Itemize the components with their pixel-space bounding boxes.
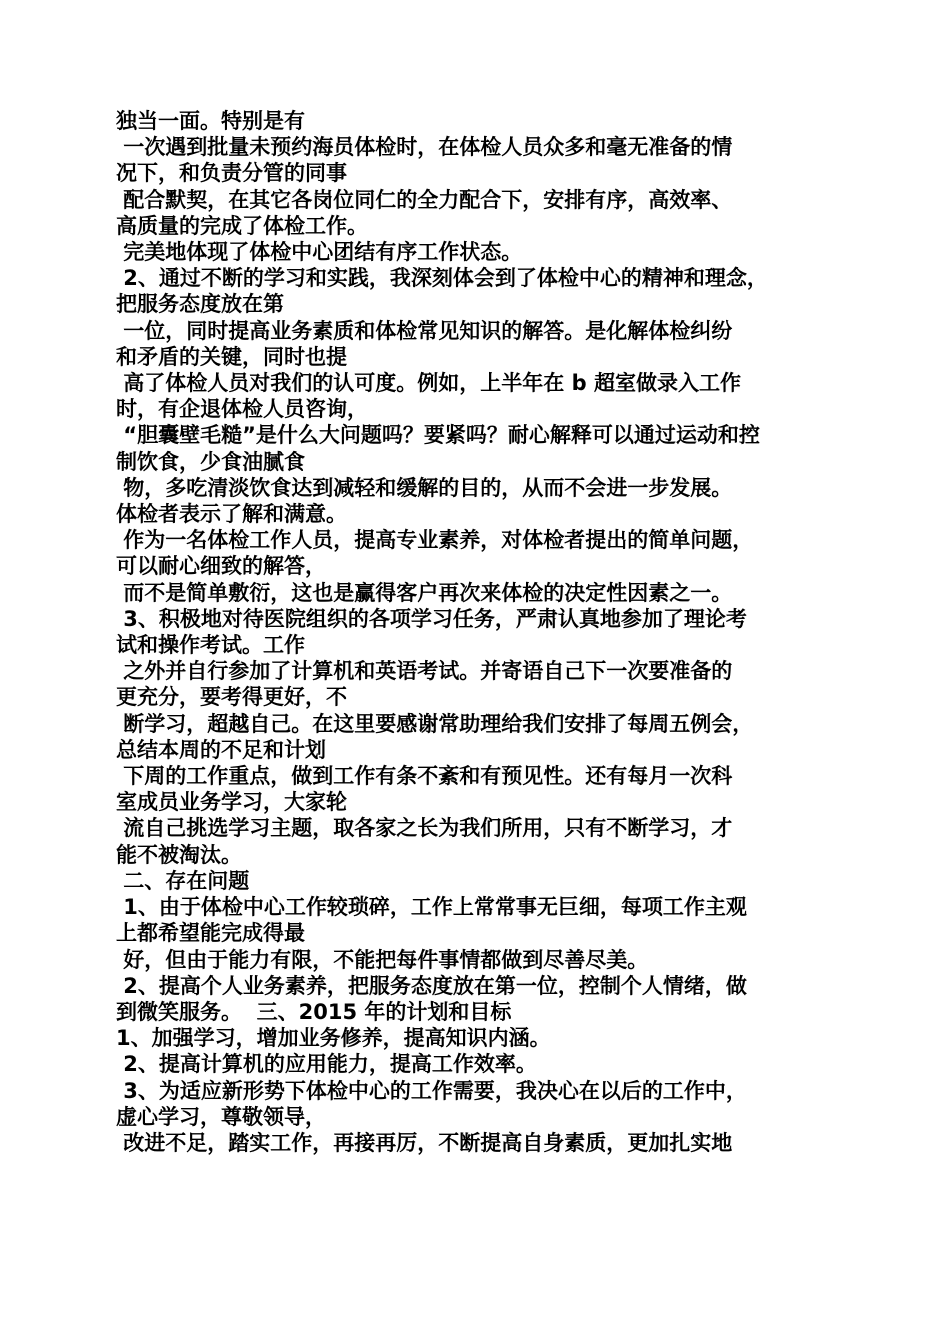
text-line: 一次遇到批量未预约海员体检时，在体检人员众多和毫无准备的情: [116, 135, 733, 160]
text-line: 把服务态度放在第: [116, 292, 284, 317]
text-line: 可以耐心细致的解答，: [116, 554, 326, 579]
text-line: 3、积极地对待医院组织的各项学习任务，严肃认真地参加了理论考: [116, 606, 747, 631]
text-line: 试和操作考试。工作: [116, 633, 305, 658]
text-line: 物，多吃清淡饮食达到减轻和缓解的目的，从而不会进一步发展。: [116, 475, 733, 500]
text-line: 改进不足，踏实工作，再接再厉，不断提高自身素质，更加扎实地: [116, 1130, 733, 1155]
text-line: 二、存在问题: [116, 868, 250, 893]
text-line: 虚心学习，尊敬领导，: [116, 1104, 326, 1129]
text-line: 制饮食，少食油腻食: [116, 449, 305, 474]
text-line: 时，有企退体检人员咨询，: [116, 397, 368, 422]
text-line: 体检者表示了解和满意。: [116, 502, 347, 527]
text-line: 2、通过不断的学习和实践，我深刻体会到了体检中心的精神和理念，: [116, 266, 768, 291]
text-line: 总结本周的不足和计划: [116, 737, 326, 762]
text-line: 室成员业务学习，大家轮: [116, 790, 347, 815]
text-line: 流自己挑选学习主题，取各家之长为我们所用，只有不断学习，才: [116, 816, 733, 841]
text-line: 高了体检人员对我们的认可度。例如，上半年在 b 超室做录入工作: [116, 371, 741, 396]
text-line: 3、为适应新形势下体检中心的工作需要，我决心在以后的工作中，: [116, 1078, 747, 1103]
text-line: 更充分，要考得更好，不: [116, 685, 347, 710]
text-line: 而不是简单敷衍，这也是赢得客户再次来体检的决定性因素之一。: [116, 580, 733, 605]
text-line: 下周的工作重点，做到工作有条不紊和有预见性。还有每月一次科: [116, 764, 733, 789]
text-line: 2、提高个人业务素养，把服务态度放在第一位，控制个人情绪，做: [116, 973, 747, 998]
text-line: 1、加强学习，增加业务修养，提高知识内涵。: [116, 1026, 551, 1051]
text-line: 能不被淘汰。: [116, 842, 242, 867]
text-line: 好，但由于能力有限，不能把每件事情都做到尽善尽美。: [116, 947, 649, 972]
document-body: [116, 108, 840, 1156]
text-line: 断学习，超越自己。在这里要感谢常助理给我们安排了每周五例会，: [116, 711, 754, 736]
text-line: 完美地体现了体检中心团结有序工作状态。: [116, 240, 523, 265]
text-line: 独当一面。特别是有: [116, 109, 305, 133]
text-line: 2、提高计算机的应用能力，提高工作效率。: [116, 1052, 537, 1077]
text-line: 况下，和负责分管的同事: [116, 161, 347, 186]
text-line: 到微笑服务。 三、2015 年的计划和目标: [116, 999, 512, 1024]
text-line: 作为一名体检工作人员，提高专业素养，对体检者提出的简单问题，: [116, 528, 754, 553]
text-line: 高质量的完成了体检工作。: [116, 213, 368, 238]
text-line: 一位，同时提高业务素质和体检常见知识的解答。是化解体检纠纷: [116, 318, 733, 343]
text-line: 和矛盾的关键，同时也提: [116, 344, 347, 369]
text-line: “胆囊壁毛糙”是什么大问题吗？要紧吗？耐心解释可以通过运动和控: [116, 423, 760, 448]
text-line: 1、由于体检中心工作较琐碎，工作上常常事无巨细，每项工作主观: [116, 895, 747, 920]
text-line: 上都希望能完成得最: [116, 921, 305, 946]
text-line: 配合默契，在其它各岗位同仁的全力配合下，安排有序，高效率、: [116, 187, 733, 212]
text-line: 之外并自行参加了计算机和英语考试。并寄语自己下一次要准备的: [116, 659, 733, 684]
